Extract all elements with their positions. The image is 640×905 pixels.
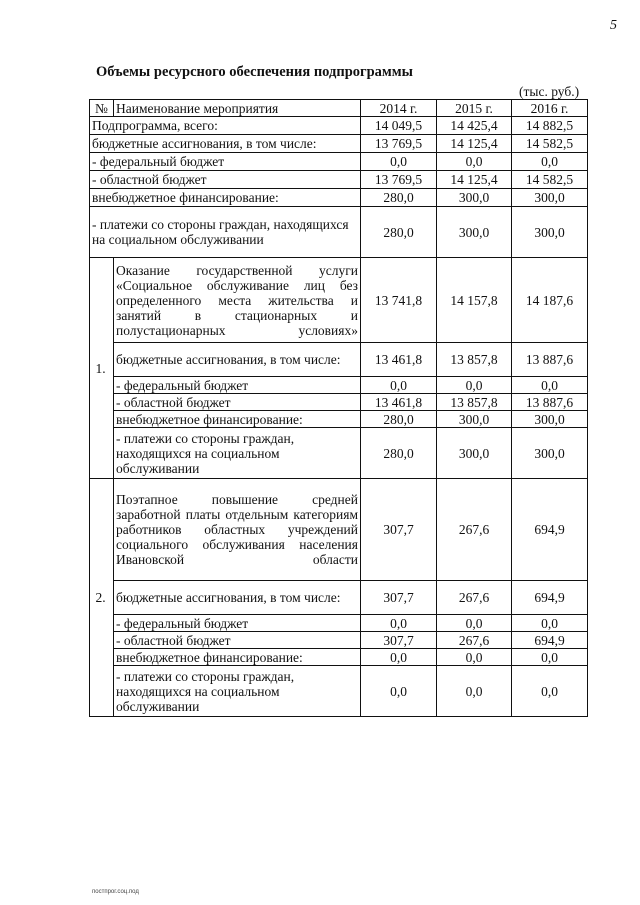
row-label: - платежи со стороны граждан, находящихся на социальном обслуживании bbox=[114, 666, 361, 717]
cell-value: 14 582,5 bbox=[512, 171, 588, 189]
cell-value: 0,0 bbox=[512, 666, 588, 717]
cell-value: 0,0 bbox=[437, 666, 512, 717]
header-2015: 2015 г. bbox=[437, 100, 512, 117]
table-header-row bbox=[90, 100, 588, 117]
section-1-index: 1. bbox=[90, 258, 114, 479]
cell-value: 307,7 bbox=[361, 632, 437, 649]
page-number: 5 bbox=[610, 18, 617, 33]
resource-table bbox=[89, 99, 588, 717]
cell-value: 0,0 bbox=[361, 377, 437, 394]
cell-value: 694,9 bbox=[512, 479, 588, 581]
cell-value: 694,9 bbox=[512, 581, 588, 615]
row-label: - платежи со стороны граждан, находящихся на социальном обслуживании bbox=[90, 207, 361, 258]
table-row bbox=[90, 171, 588, 189]
cell-value: 300,0 bbox=[437, 207, 512, 258]
row-label: внебюджетное финансирование: bbox=[114, 411, 361, 428]
table-row bbox=[90, 153, 588, 171]
table-row bbox=[90, 615, 588, 632]
cell-value: 0,0 bbox=[437, 615, 512, 632]
row-label: бюджетные ассигнования, в том числе: bbox=[114, 581, 361, 615]
table-row bbox=[90, 135, 588, 153]
cell-value: 13 741,8 bbox=[361, 258, 437, 343]
cell-value: 0,0 bbox=[512, 153, 588, 171]
cell-value: 14 049,5 bbox=[361, 117, 437, 135]
table-row bbox=[90, 411, 588, 428]
cell-value: 14 187,6 bbox=[512, 258, 588, 343]
table-row bbox=[90, 581, 588, 615]
document-title: Объемы ресурсного обеспечения подпрограммы bbox=[96, 64, 413, 80]
footer-note: постпрог.соц.под bbox=[92, 889, 139, 895]
cell-value: 0,0 bbox=[437, 153, 512, 171]
cell-value: 0,0 bbox=[361, 615, 437, 632]
cell-value: 307,7 bbox=[361, 581, 437, 615]
cell-value: 280,0 bbox=[361, 411, 437, 428]
cell-value: 0,0 bbox=[437, 649, 512, 666]
section-2-index: 2. bbox=[90, 479, 114, 717]
cell-value: 300,0 bbox=[437, 428, 512, 479]
row-label: Поэтапное повышение средней заработной платы отдельным категориям работников областных учреждений социального обслуживания населения Ивановской области bbox=[114, 479, 361, 581]
row-label: внебюджетное финансирование: bbox=[90, 189, 361, 207]
cell-value: 0,0 bbox=[437, 377, 512, 394]
cell-value: 0,0 bbox=[361, 666, 437, 717]
cell-value: 300,0 bbox=[437, 189, 512, 207]
header-name: Наименование мероприятия bbox=[114, 100, 361, 117]
table-row bbox=[90, 258, 588, 343]
cell-value: 0,0 bbox=[512, 649, 588, 666]
cell-value: 13 857,8 bbox=[437, 343, 512, 377]
header-no: № bbox=[90, 100, 114, 117]
row-label: - областной бюджет bbox=[114, 394, 361, 411]
table-row bbox=[90, 189, 588, 207]
cell-value: 14 125,4 bbox=[437, 171, 512, 189]
cell-value: 694,9 bbox=[512, 632, 588, 649]
table-row bbox=[90, 207, 588, 258]
cell-value: 0,0 bbox=[512, 377, 588, 394]
cell-value: 300,0 bbox=[512, 411, 588, 428]
table-row bbox=[90, 632, 588, 649]
cell-value: 14 157,8 bbox=[437, 258, 512, 343]
cell-value: 13 769,5 bbox=[361, 171, 437, 189]
units-note: (тыс. руб.) bbox=[519, 84, 580, 99]
cell-value: 300,0 bbox=[437, 411, 512, 428]
cell-value: 14 125,4 bbox=[437, 135, 512, 153]
cell-value: 280,0 bbox=[361, 189, 437, 207]
cell-value: 13 769,5 bbox=[361, 135, 437, 153]
cell-value: 300,0 bbox=[512, 189, 588, 207]
cell-value: 267,6 bbox=[437, 479, 512, 581]
header-2014: 2014 г. bbox=[361, 100, 437, 117]
cell-value: 280,0 bbox=[361, 207, 437, 258]
cell-value: 13 461,8 bbox=[361, 394, 437, 411]
row-label: - платежи со стороны граждан, находящихся на социальном обслуживании bbox=[114, 428, 361, 479]
cell-value: 14 882,5 bbox=[512, 117, 588, 135]
table-row bbox=[90, 343, 588, 377]
cell-value: 14 425,4 bbox=[437, 117, 512, 135]
cell-value: 0,0 bbox=[512, 615, 588, 632]
cell-value: 307,7 bbox=[361, 479, 437, 581]
cell-value: 13 857,8 bbox=[437, 394, 512, 411]
cell-value: 300,0 bbox=[512, 207, 588, 258]
cell-value: 267,6 bbox=[437, 581, 512, 615]
row-label: - федеральный бюджет bbox=[114, 615, 361, 632]
row-label: - федеральный бюджет bbox=[90, 153, 361, 171]
cell-value: 300,0 bbox=[512, 428, 588, 479]
row-label: внебюджетное финансирование: bbox=[114, 649, 361, 666]
table-row bbox=[90, 394, 588, 411]
cell-value: 0,0 bbox=[361, 649, 437, 666]
table-row bbox=[90, 428, 588, 479]
table-row bbox=[90, 479, 588, 581]
table-row bbox=[90, 377, 588, 394]
table-row bbox=[90, 649, 588, 666]
header-2016: 2016 г. bbox=[512, 100, 588, 117]
table-row bbox=[90, 117, 588, 135]
cell-value: 267,6 bbox=[437, 632, 512, 649]
row-label: бюджетные ассигнования, в том числе: bbox=[90, 135, 361, 153]
row-label: - областной бюджет bbox=[114, 632, 361, 649]
cell-value: 280,0 bbox=[361, 428, 437, 479]
cell-value: 0,0 bbox=[361, 153, 437, 171]
row-label: - федеральный бюджет bbox=[114, 377, 361, 394]
row-label: бюджетные ассигнования, в том числе: bbox=[114, 343, 361, 377]
row-label: Подпрограмма, всего: bbox=[90, 117, 361, 135]
row-label: Оказание государственной услуги «Социальное обслуживание лиц без определенного места жительства и занятий в стационарных и полустационарных условиях» bbox=[114, 258, 361, 343]
cell-value: 13 887,6 bbox=[512, 343, 588, 377]
row-label: - областной бюджет bbox=[90, 171, 361, 189]
cell-value: 14 582,5 bbox=[512, 135, 588, 153]
table-row bbox=[90, 666, 588, 717]
cell-value: 13 887,6 bbox=[512, 394, 588, 411]
cell-value: 13 461,8 bbox=[361, 343, 437, 377]
